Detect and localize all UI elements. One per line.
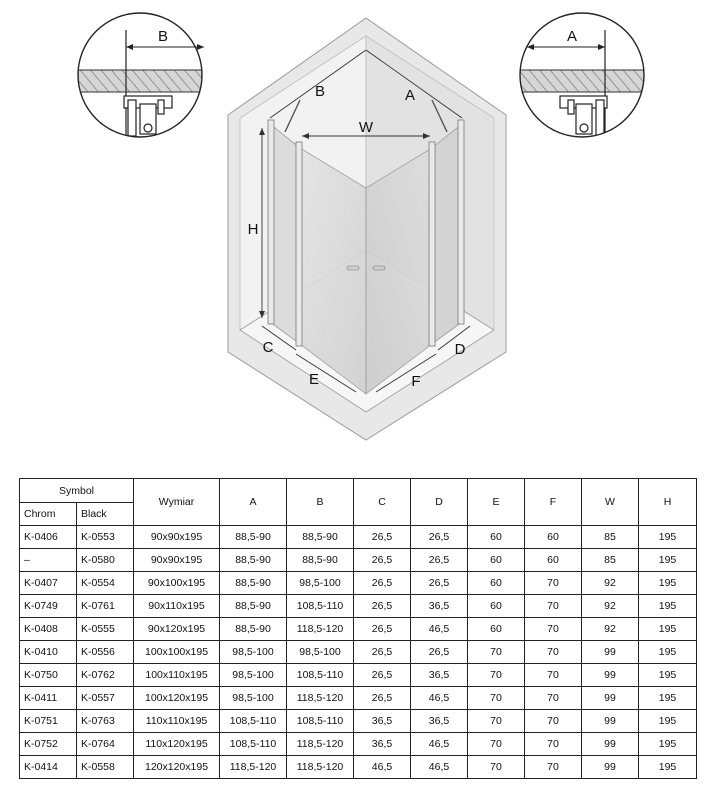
table-cell: K-0555	[77, 618, 134, 641]
table-cell: 70	[525, 641, 582, 664]
table-cell: 108,5-110	[220, 710, 287, 733]
table-cell: 195	[639, 687, 697, 710]
table-cell: 70	[525, 733, 582, 756]
label-F: F	[411, 373, 421, 390]
table-cell: 99	[582, 641, 639, 664]
table-cell: 70	[525, 687, 582, 710]
table-cell: K-0750	[20, 664, 77, 687]
table-cell: 99	[582, 710, 639, 733]
table-cell: K-0761	[77, 595, 134, 618]
table-cell: 36,5	[354, 733, 411, 756]
label-B: B	[314, 83, 326, 100]
table-cell: 60	[468, 595, 525, 618]
table-cell: 70	[525, 595, 582, 618]
table-cell: 100x110x195	[134, 664, 220, 687]
table-cell: K-0410	[20, 641, 77, 664]
table-cell: 26,5	[354, 595, 411, 618]
table-cell: 60	[468, 526, 525, 549]
table-cell: 195	[639, 641, 697, 664]
table-cell: 195	[639, 549, 697, 572]
table-cell: 26,5	[354, 641, 411, 664]
table-cell: 108,5-110	[287, 710, 354, 733]
table-row	[20, 687, 697, 710]
table-cell: 120x120x195	[134, 756, 220, 779]
table-cell: 26,5	[354, 664, 411, 687]
table-cell: 26,5	[411, 572, 468, 595]
table-row	[20, 664, 697, 687]
table-cell: K-0411	[20, 687, 77, 710]
table-cell: 100x120x195	[134, 687, 220, 710]
table-cell: 98,5-100	[220, 664, 287, 687]
table-cell: 70	[468, 641, 525, 664]
table-cell: 70	[468, 687, 525, 710]
label-H: H	[247, 221, 259, 238]
table-cell: 70	[468, 710, 525, 733]
table-cell: 88,5-90	[220, 572, 287, 595]
header-c: C	[354, 479, 411, 526]
table-cell: 26,5	[354, 618, 411, 641]
header-chrom: Chrom	[20, 503, 77, 526]
enclosure-isometric	[228, 18, 506, 440]
table-cell: K-0407	[20, 572, 77, 595]
detail-left-label: B	[157, 28, 169, 45]
header-w: W	[582, 479, 639, 526]
table-cell: 100x100x195	[134, 641, 220, 664]
table-row	[20, 710, 697, 733]
table-cell: 118,5-120	[220, 756, 287, 779]
table-row	[20, 595, 697, 618]
table-cell: 36,5	[411, 710, 468, 733]
table-cell: 195	[639, 572, 697, 595]
header-d: D	[411, 479, 468, 526]
table-cell: K-0406	[20, 526, 77, 549]
table-cell: 26,5	[411, 641, 468, 664]
table-cell: 36,5	[354, 710, 411, 733]
table-cell: 99	[582, 733, 639, 756]
table-cell: 195	[639, 595, 697, 618]
header-b: B	[287, 479, 354, 526]
table-cell: 118,5-120	[287, 733, 354, 756]
table-cell: 110x120x195	[134, 733, 220, 756]
label-D: D	[454, 341, 466, 358]
table-cell: 108,5-110	[220, 733, 287, 756]
table-cell: 99	[582, 687, 639, 710]
table-cell: 90x90x195	[134, 549, 220, 572]
table-cell: 88,5-90	[220, 618, 287, 641]
table-cell: 98,5-100	[220, 641, 287, 664]
table-cell: 88,5-90	[220, 595, 287, 618]
header-black: Black	[77, 503, 134, 526]
table-cell: 98,5-100	[287, 641, 354, 664]
header-a: A	[220, 479, 287, 526]
table-cell: 90x110x195	[134, 595, 220, 618]
table-row	[20, 618, 697, 641]
table-cell: 88,5-90	[220, 526, 287, 549]
table-cell: 70	[525, 618, 582, 641]
table-cell: 90x120x195	[134, 618, 220, 641]
table-cell: 46,5	[411, 618, 468, 641]
table-cell: 60	[525, 549, 582, 572]
table-cell: 36,5	[411, 595, 468, 618]
table-cell: 70	[525, 710, 582, 733]
dimension-table	[19, 478, 697, 779]
table-cell: 98,5-100	[220, 687, 287, 710]
header-e: E	[468, 479, 525, 526]
table-cell: 36,5	[411, 664, 468, 687]
table-cell: 92	[582, 595, 639, 618]
table-cell: K-0751	[20, 710, 77, 733]
symbol-group-header: Symbol	[20, 479, 134, 503]
header-wymiar: Wymiar	[134, 479, 220, 526]
table-row	[20, 572, 697, 595]
table-cell: 99	[582, 756, 639, 779]
detail-circle-right	[515, 10, 665, 150]
table-cell: 70	[525, 572, 582, 595]
table-cell: K-0553	[77, 526, 134, 549]
table-cell: K-0556	[77, 641, 134, 664]
table-cell: 110x110x195	[134, 710, 220, 733]
table-cell: K-0749	[20, 595, 77, 618]
table-cell: 85	[582, 526, 639, 549]
table-cell: K-0764	[77, 733, 134, 756]
table-cell: 46,5	[411, 733, 468, 756]
table-cell: 98,5-100	[287, 572, 354, 595]
table-row	[20, 641, 697, 664]
table-cell: 195	[639, 733, 697, 756]
table-cell: 118,5-120	[287, 687, 354, 710]
table-row	[20, 549, 697, 572]
table-cell: 70	[525, 664, 582, 687]
table-cell: 195	[639, 526, 697, 549]
table-row	[20, 756, 697, 779]
table-cell: 46,5	[411, 756, 468, 779]
table-cell: 70	[468, 733, 525, 756]
header-f: F	[525, 479, 582, 526]
table-cell: 26,5	[354, 572, 411, 595]
table-cell: 108,5-110	[287, 664, 354, 687]
table-cell: 60	[468, 572, 525, 595]
table-row	[20, 733, 697, 756]
label-C: C	[262, 339, 274, 356]
table-cell: 118,5-120	[287, 618, 354, 641]
table-cell: 108,5-110	[287, 595, 354, 618]
table-cell: K-0414	[20, 756, 77, 779]
table-cell: 70	[468, 756, 525, 779]
table-cell: 90x90x195	[134, 526, 220, 549]
table-cell: 85	[582, 549, 639, 572]
label-A: A	[404, 87, 416, 104]
table-cell: K-0763	[77, 710, 134, 733]
table-cell: 70	[525, 756, 582, 779]
label-E: E	[308, 371, 320, 388]
table-cell: 195	[639, 710, 697, 733]
table-cell: 88,5-90	[220, 549, 287, 572]
table-row	[20, 526, 697, 549]
table-cell: 92	[582, 618, 639, 641]
table-cell: 70	[468, 664, 525, 687]
table-cell: 88,5-90	[287, 526, 354, 549]
table-cell: K-0762	[77, 664, 134, 687]
label-W: W	[358, 119, 374, 136]
table-cell: K-0558	[77, 756, 134, 779]
table-cell: 26,5	[411, 549, 468, 572]
header-h: H	[639, 479, 697, 526]
table-cell: 88,5-90	[287, 549, 354, 572]
table-cell: 60	[525, 526, 582, 549]
table-cell: 92	[582, 572, 639, 595]
table-cell: 26,5	[411, 526, 468, 549]
table-body	[20, 526, 697, 779]
table-cell: –	[20, 549, 77, 572]
table-cell: 26,5	[354, 526, 411, 549]
table-cell: 195	[639, 664, 697, 687]
table-cell: K-0557	[77, 687, 134, 710]
table-cell: 90x100x195	[134, 572, 220, 595]
table-cell: K-0580	[77, 549, 134, 572]
table-cell: K-0752	[20, 733, 77, 756]
table-cell: 99	[582, 664, 639, 687]
table-cell: 195	[639, 756, 697, 779]
table-cell: 60	[468, 618, 525, 641]
table-cell: 195	[639, 618, 697, 641]
table-cell: K-0408	[20, 618, 77, 641]
table-cell: 46,5	[354, 756, 411, 779]
table-cell: 118,5-120	[287, 756, 354, 779]
table-cell: 60	[468, 549, 525, 572]
table-cell: 26,5	[354, 687, 411, 710]
detail-right-label: A	[566, 28, 578, 45]
table-cell: 26,5	[354, 549, 411, 572]
table-cell: K-0554	[77, 572, 134, 595]
detail-circle-left	[70, 10, 220, 150]
table-cell: 46,5	[411, 687, 468, 710]
